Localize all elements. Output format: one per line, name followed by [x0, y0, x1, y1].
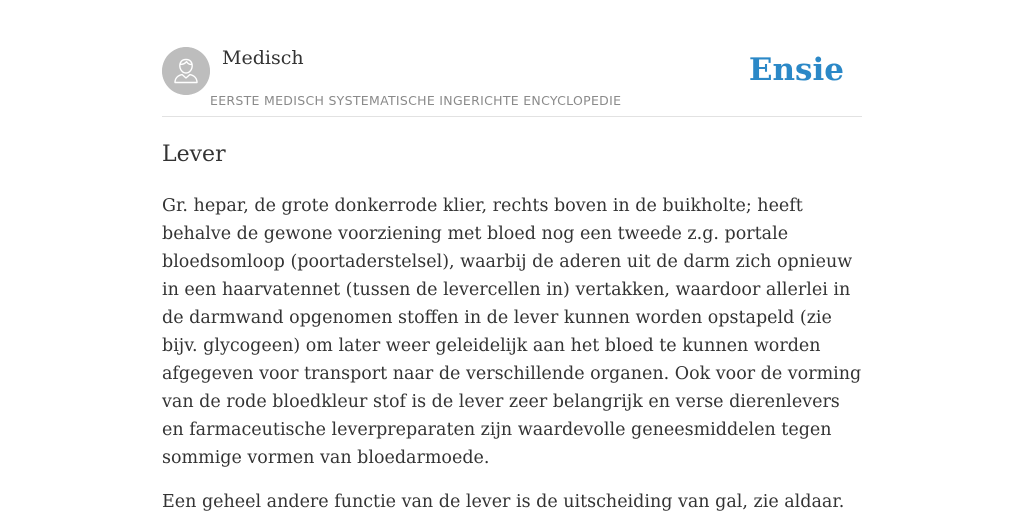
article [162, 139, 866, 512]
article-paragraph: Een geheel andere functie van de lever is de uitscheiding van gal, zie aldaar. [162, 492, 845, 512]
article-paragraph: Gr. hepar, de grote donkerrode klier, rechts boven in de buikholte; heeft behalve de gewone voorziening met bloed nog een tweede z.g. portale bloedsomloop (poortaderstelsel), waarbij de aderen uit de darm zich opnieuw in een haarvatennet (tussen de levercellen in) vertakken, waardoor allerlei in de darmwand opgenomen stoffen in de lever kunnen worden opstapeld (zie bijv. glycogeen) om later weer geleidelijk aan het bloed te kunnen worden afgegeven voor transport naar de verschillende organen. Ook voor de vorming van de rode bloedkleur stof is de lever zeer belangrijk en verse dierenlevers en farmaceutische leverpreparaten zijn waardevolle geneesmiddelen tegen sommige vormen van bloedarmoede. [162, 196, 862, 468]
article-title: Lever [162, 142, 226, 167]
source-name[interactable]: Medisch [222, 47, 304, 69]
source-subtitle: EERSTE MEDISCH SYSTEMATISCHE INGERICHTE ENCYCLOPEDIE [210, 93, 622, 108]
source-header [162, 46, 862, 117]
brand-logo[interactable]: Ensie [748, 52, 844, 88]
user-avatar-icon[interactable] [162, 47, 210, 95]
